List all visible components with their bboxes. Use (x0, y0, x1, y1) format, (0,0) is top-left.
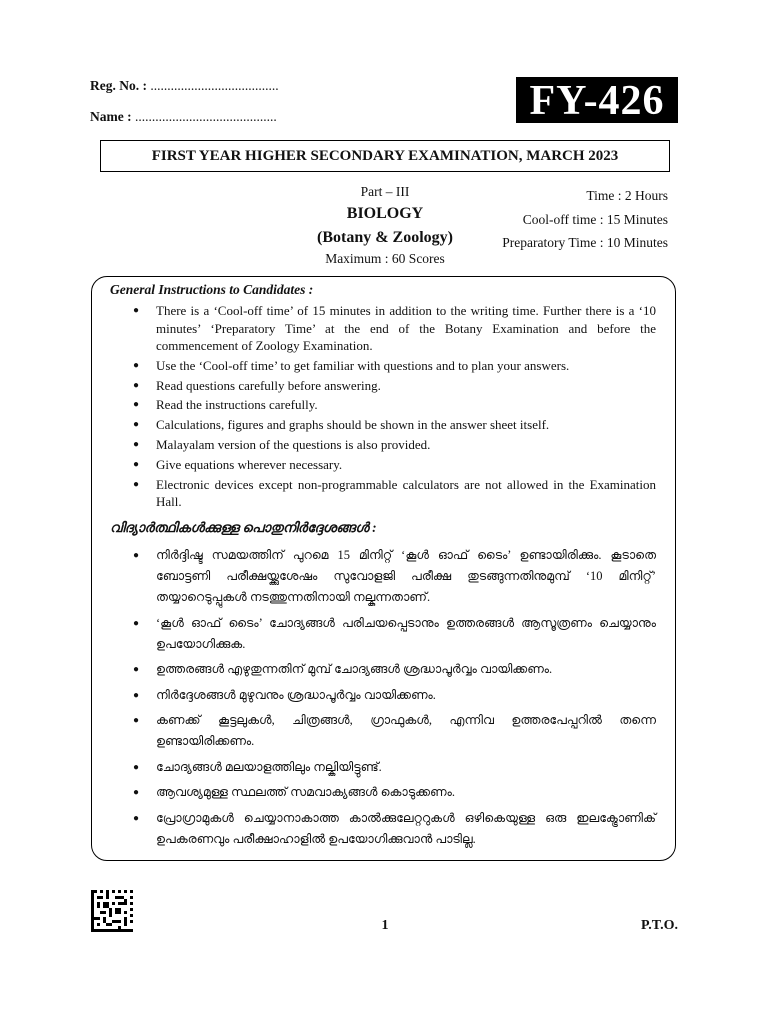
subject-title: BIOLOGY (346, 205, 424, 222)
time-duration: Time : 2 Hours (586, 188, 668, 203)
list-item: ● Calculations, figures and graphs should be shown in the answer sheet itself. (100, 416, 656, 434)
paper-code: FY-426 (516, 77, 678, 123)
name-dots: .......................................... (131, 109, 277, 124)
reg-no-field (90, 78, 279, 94)
pto-label: P.T.O. (641, 918, 678, 933)
part-label: Part – III (360, 184, 410, 199)
list-item: ● ആവശ്യമുള്ള സ്ഥലത്ത് സമവാക്യങ്ങൾ കൊടുക്കണം. (100, 782, 656, 803)
name-label: Name : (90, 109, 132, 124)
list-item: ● ചോദ്യങ്ങൾ മലയാളത്തിലും നല്കിയിട്ടുണ്ട്. (100, 757, 656, 778)
instructions-en-list (100, 302, 656, 513)
name-field (90, 109, 277, 125)
list-item: ● There is a ‘Cool-off time’ of 15 minutes in addition to the writing time. Further there is a ‘10 minutes’ ‘Preparatory Time’ at the end of the Botany Examination and before the commencement of Zoology Examination. (100, 302, 656, 355)
maximum-score: Maximum : 60 Scores (325, 251, 445, 266)
list-item: ● Malayalam version of the questions is also provided. (100, 436, 656, 454)
list-item: ● ‘കൂൾ ഓഫ് ടൈം’ ചോദ്യങ്ങൾ പരിചയപ്പെടാനും ഉത്തരങ്ങൾ ആസൂത്രണം ചെയ്യാനും ഉപയോഗിക്കുക. (100, 613, 656, 655)
list-item: ● ഉത്തരങ്ങൾ എഴുതുന്നതിന് മുമ്പ് ചോദ്യങ്ങൾ ശ്രദ്ധാപൂർവ്വം വായിക്കണം. (100, 659, 656, 680)
list-item: ● Use the ‘Cool-off time’ to get familiar with questions and to plan your answers. (100, 357, 656, 375)
timing-block (502, 184, 668, 255)
datamatrix-code (91, 890, 133, 932)
page-number: 1 (381, 918, 389, 933)
cool-off-time: Cool-off time : 15 Minutes (522, 211, 668, 227)
exam-title: FIRST YEAR HIGHER SECONDARY EXAMINATION, MARCH 2023 (100, 140, 670, 172)
list-item: ● കണക്ക് കൂട്ടലുകൾ, ചിത്രങ്ങൾ, ഗ്രാഫുകൾ, എന്നിവ ഉത്തരപേപ്പറിൽ തന്നെ ഉണ്ടായിരിക്കണം. (100, 710, 656, 752)
list-item: ● നിർദ്ദേശങ്ങൾ മുഴുവനും ശ്രദ്ധാപൂർവ്വം വായിക്കണം. (100, 685, 656, 706)
list-item: ● നിർദ്ദിഷ്ട സമയത്തിന് പുറമെ 15 മിനിറ്റ് ‘കൂൾ ഓഫ് ടൈം’ ഉണ്ടായിരിക്കും. കൂടാതെ ബോട്ടണി പരീക്ഷയ്ക്കുശേഷം സുവോളജി പരീക്ഷ തുടങ്ങുന്നതിനുമുമ്പ് ‘10 മിനിറ്റ്’ തയ്യാറെടുപ്പുകൾ നടത്തുന്നതിനായി നല്കുന്നതാണ്. (100, 545, 656, 608)
preparatory-time: Preparatory Time : 10 Minutes (502, 235, 668, 250)
instructions-en-title: General Instructions to Candidates : (110, 282, 314, 297)
list-item: ● Read the instructions carefully. (100, 396, 656, 414)
instructions-ml-list (100, 545, 656, 854)
list-item: ● Electronic devices except non-programmable calculators are not allowed in the Examination Hall. (100, 476, 656, 511)
reg-no-dots: ...................................... (147, 78, 279, 93)
list-item: ● പ്രോഗ്രാമുകൾ ചെയ്യാനാകാത്ത കാൽക്കുലേറ്ററുകൾ ഒഴികെയുള്ള ഒരു ഇലക്ട്രോണിക് ഉപകരണവും പരീക്ഷാഹാളിൽ ഉപയോഗിക്കുവാൻ പാടില്ല. (100, 808, 656, 850)
reg-no-label: Reg. No. : (90, 78, 147, 93)
list-item: ● Give equations wherever necessary. (100, 456, 656, 474)
subject-subtitle: (Botany & Zoology) (317, 229, 453, 246)
list-item: ● Read questions carefully before answering. (100, 377, 656, 395)
instructions-ml-title: വിദ്യാർത്ഥികൾക്കുള്ള പൊതുനിർദ്ദേശങ്ങൾ : (110, 520, 377, 535)
